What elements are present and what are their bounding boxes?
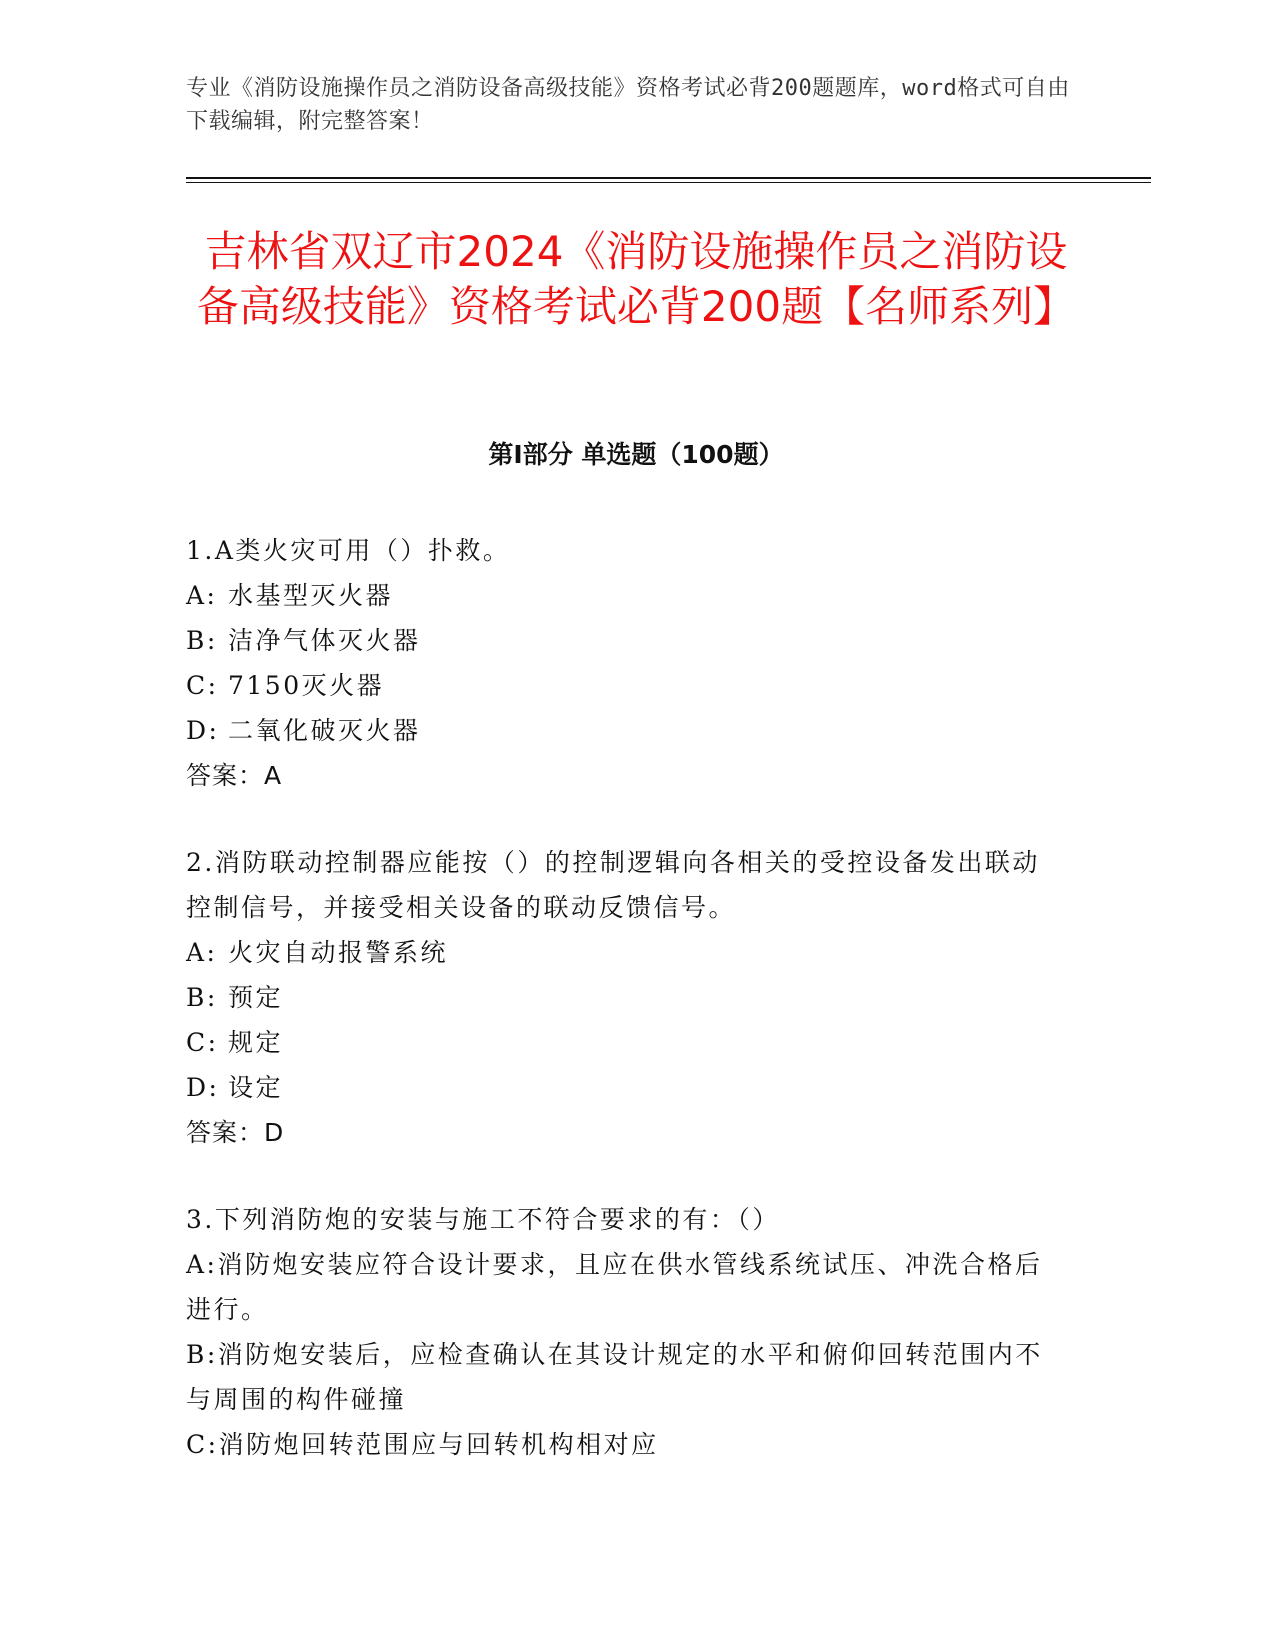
- option-text: 消防炮回转范围应与回转机构相对应: [218, 1430, 659, 1459]
- option-a: [186, 1242, 1066, 1332]
- document-title: 吉林省双辽市2024《消防设施操作员之消防设备高级技能》资格考试必背200题【名师系列】: [196, 227, 1076, 331]
- header-note: 专业《消防设施操作员之消防设备高级技能》资格考试必背200题题库，word格式可自由下载编辑，附完整答案！: [186, 76, 1070, 134]
- question-list: [186, 528, 1066, 1509]
- option-text: 水基型灭火器: [228, 581, 394, 610]
- option-key: B:: [186, 983, 218, 1012]
- answer-line: 答案：D: [186, 1118, 285, 1147]
- option-b: [186, 975, 1066, 1020]
- question-2: [186, 840, 1066, 1155]
- option-key: C:: [186, 1028, 219, 1057]
- option-d: [186, 708, 1066, 753]
- question-stem: 2.消防联动控制器应能按（）的控制逻辑向各相关的受控设备发出联动控制信号，并接受相关设备的联动反馈信号。: [186, 848, 1040, 922]
- option-d: [186, 1065, 1066, 1110]
- question-3: [186, 1197, 1066, 1467]
- option-b: [186, 618, 1066, 663]
- option-key: D:: [186, 1073, 220, 1102]
- option-c: [186, 1020, 1066, 1065]
- option-text: 7150灭火器: [228, 671, 385, 700]
- option-text: 设定: [228, 1073, 284, 1102]
- option-c: [186, 663, 1066, 708]
- option-key: B:: [186, 1340, 218, 1369]
- question-stem: 1.A类火灾可用（）扑救。: [186, 536, 511, 565]
- option-key: B:: [186, 626, 218, 655]
- option-key: C:: [186, 1430, 219, 1459]
- option-text: 预定: [228, 983, 284, 1012]
- answer-line: 答案：A: [186, 761, 283, 790]
- header-divider-thick: [186, 177, 1151, 179]
- section-title: 第I部分 单选题（100题）: [488, 440, 784, 469]
- option-a: [186, 573, 1066, 618]
- option-key: A:: [186, 938, 218, 967]
- header-divider-thin: [186, 182, 1151, 183]
- option-text: 火灾自动报警系统: [228, 938, 449, 967]
- option-key: A:: [186, 581, 218, 610]
- option-b: [186, 1332, 1066, 1422]
- option-text: 洁净气体灭火器: [228, 626, 421, 655]
- option-c: [186, 1422, 1066, 1467]
- option-key: C:: [186, 671, 219, 700]
- option-key: D:: [186, 716, 220, 745]
- option-key: A:: [186, 1250, 218, 1279]
- option-text: 消防炮安装后，应检查确认在其设计规定的水平和俯仰回转范围内不与周围的构件碰撞: [186, 1340, 1043, 1414]
- option-text: 消防炮安装应符合设计要求，且应在供水管线系统试压、冲洗合格后进行。: [186, 1250, 1043, 1324]
- option-a: [186, 930, 1066, 975]
- option-text: 二氧化破灭火器: [228, 716, 421, 745]
- question-1: [186, 528, 1066, 798]
- option-text: 规定: [228, 1028, 284, 1057]
- question-stem: 3.下列消防炮的安装与施工不符合要求的有：（）: [186, 1205, 780, 1234]
